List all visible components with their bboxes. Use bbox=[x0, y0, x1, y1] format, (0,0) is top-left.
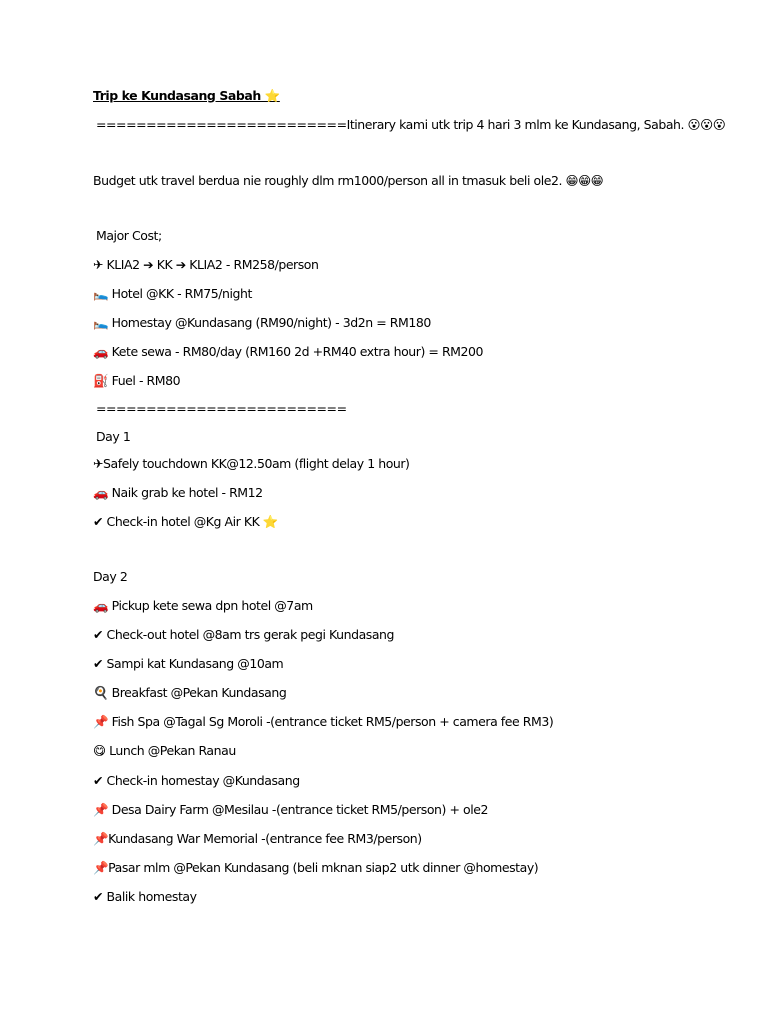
day1-heading: Day 1 bbox=[96, 429, 131, 444]
day2-item: 📌Kundasang War Memorial -(entrance fee RM3/person) bbox=[93, 831, 422, 846]
day1-item: ✔ Check-in hotel @Kg Air KK ⭐ bbox=[93, 514, 279, 529]
itinerary-intro: =========================Itinerary kami utk trip 4 hari 3 mlm ke Kundasang, Sabah. 😮😮😮 bbox=[96, 117, 726, 132]
document-title: Trip ke Kundasang Sabah ⭐ bbox=[93, 88, 280, 103]
day2-item: ✔ Check-out hotel @8am trs gerak pegi Kundasang bbox=[93, 627, 395, 642]
cost-item-flight: ✈ KLIA2 ➔ KK ➔ KLIA2 - RM258/person bbox=[93, 257, 319, 272]
day2-item: 🚗 Pickup kete sewa dpn hotel @7am bbox=[93, 598, 313, 613]
budget-text: Budget utk travel berdua nie roughly dlm rm1000/person all in tmasuk beli ole2. 😁😁😁 bbox=[93, 173, 604, 188]
separator-line: ========================= bbox=[96, 401, 347, 416]
major-cost-heading: Major Cost; bbox=[96, 228, 162, 243]
day2-item: 😋 Lunch @Pekan Ranau bbox=[93, 743, 236, 758]
cost-item-car-rental: 🚗 Kete sewa - RM80/day (RM160 2d +RM40 extra hour) = RM200 bbox=[93, 344, 484, 359]
cost-item-fuel: ⛽ Fuel - RM80 bbox=[93, 373, 181, 388]
day2-item: 🍳 Breakfast @Pekan Kundasang bbox=[93, 685, 287, 700]
day1-item: 🚗 Naik grab ke hotel - RM12 bbox=[93, 485, 263, 500]
day2-item: ✔ Check-in homestay @Kundasang bbox=[93, 773, 300, 788]
cost-item-hotel: 🛌 Hotel @KK - RM75/night bbox=[93, 286, 252, 301]
day2-heading: Day 2 bbox=[93, 569, 128, 584]
day1-item: ✈Safely touchdown KK@12.50am (flight delay 1 hour) bbox=[93, 456, 410, 471]
day2-item: 📌 Desa Dairy Farm @Mesilau -(entrance ticket RM5/person) + ole2 bbox=[93, 802, 488, 817]
day2-item: ✔ Balik homestay bbox=[93, 889, 197, 904]
day2-item: 📌Pasar mlm @Pekan Kundasang (beli mknan siap2 utk dinner @homestay) bbox=[93, 860, 539, 875]
cost-item-homestay: 🛌 Homestay @Kundasang (RM90/night) - 3d2n = RM180 bbox=[93, 315, 431, 330]
day2-item: 📌 Fish Spa @Tagal Sg Moroli -(entrance ticket RM5/person + camera fee RM3) bbox=[93, 714, 554, 729]
day2-item: ✔ Sampi kat Kundasang @10am bbox=[93, 656, 284, 671]
